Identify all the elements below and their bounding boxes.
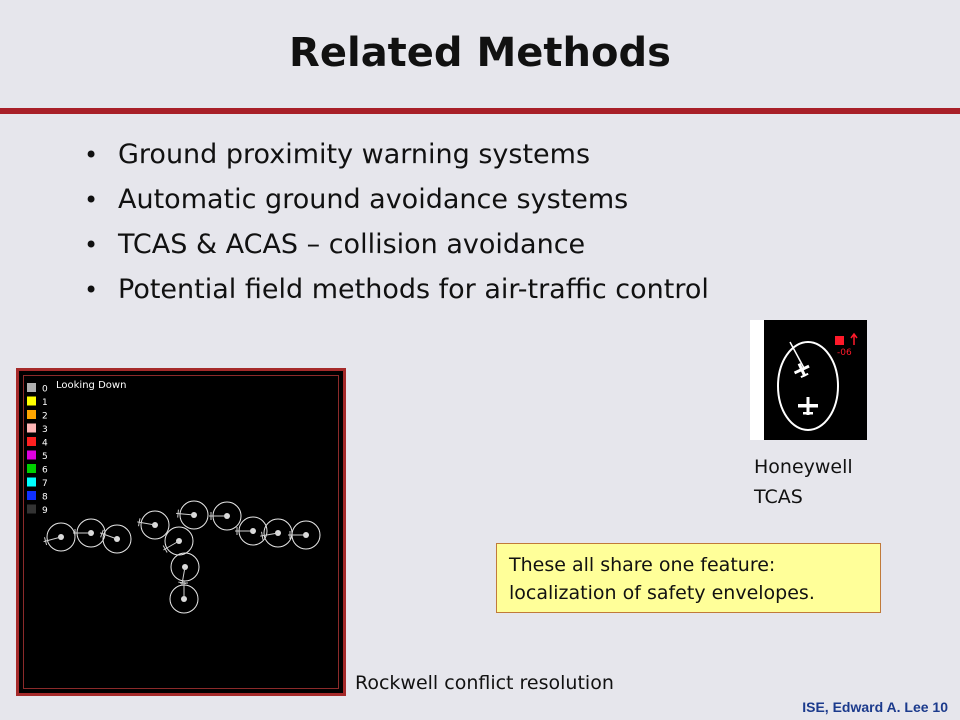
image-edge — [750, 320, 764, 440]
legend-label: 4 — [42, 438, 48, 449]
legend-label: 9 — [42, 506, 48, 516]
bullet-text: Ground proximity warning systems — [118, 139, 591, 170]
title-divider — [0, 108, 960, 114]
callout-box — [496, 543, 881, 613]
traffic-alert-square-icon — [835, 336, 844, 345]
legend-swatch — [27, 424, 36, 433]
legend-swatch — [27, 491, 36, 500]
slide-footer: ISE, Edward A. Lee 10 — [802, 699, 948, 715]
legend-swatch — [27, 410, 36, 419]
bullet-dot: • — [84, 186, 99, 214]
slide-title: Related Methods — [289, 30, 671, 76]
callout-line2: localization of safety envelopes. — [509, 582, 815, 604]
bullet-dot: • — [84, 231, 99, 259]
legend-swatch — [27, 505, 36, 514]
bullet-text: Potential field methods for air-traffic control — [118, 274, 709, 305]
legend — [27, 383, 48, 516]
callout-line1: These all share one feature: — [509, 554, 776, 576]
legend-swatch — [27, 383, 36, 392]
bullet-item — [82, 179, 709, 224]
aircraft-envelope — [288, 521, 320, 549]
bullet-text: Automatic ground avoidance systems — [118, 184, 629, 215]
bullet-item — [82, 224, 709, 269]
bullet-item — [82, 134, 709, 179]
legend-label: 5 — [42, 452, 48, 462]
bullet-dot: • — [84, 141, 99, 169]
legend-swatch — [27, 464, 36, 473]
legend-label: 8 — [42, 492, 48, 503]
honeywell-tcas-image — [750, 320, 867, 440]
legend-label: 6 — [42, 465, 48, 476]
bullet-dot: • — [84, 276, 99, 304]
legend-swatch — [27, 397, 36, 406]
rockwell-simulation-image — [16, 368, 346, 696]
aircraft-envelope — [137, 511, 169, 539]
rockwell-caption: Rockwell conflict resolution — [355, 672, 614, 694]
bullet-item — [82, 269, 709, 314]
protection-envelope — [778, 342, 838, 430]
aircraft-envelopes — [44, 501, 320, 613]
honeywell-caption-line1: Honeywell — [754, 456, 853, 478]
aircraft-envelope — [44, 523, 75, 551]
aircraft-envelope — [171, 553, 199, 585]
honeywell-caption-line2: TCAS — [754, 486, 803, 508]
legend-swatch — [27, 437, 36, 446]
relative-altitude-label: -06 — [837, 348, 852, 358]
climb-arrow-icon — [851, 334, 857, 345]
legend-label: 2 — [42, 411, 48, 422]
aircraft-envelope — [209, 502, 241, 530]
legend-label: 3 — [42, 425, 48, 435]
bullet-list — [82, 134, 709, 314]
own-aircraft-icon — [798, 397, 818, 415]
aircraft-envelope — [176, 501, 208, 529]
legend-label: 1 — [42, 398, 48, 408]
view-label: Looking Down — [56, 380, 127, 391]
tcas-display — [750, 320, 867, 440]
legend-label: 0 — [42, 384, 48, 395]
legend-swatch — [27, 478, 36, 487]
legend-swatch — [27, 451, 36, 460]
bullet-text: TCAS & ACAS – collision avoidance — [118, 229, 586, 260]
aircraft-envelope — [170, 581, 198, 613]
legend-label: 7 — [42, 479, 48, 489]
simulation-canvas — [19, 371, 343, 693]
